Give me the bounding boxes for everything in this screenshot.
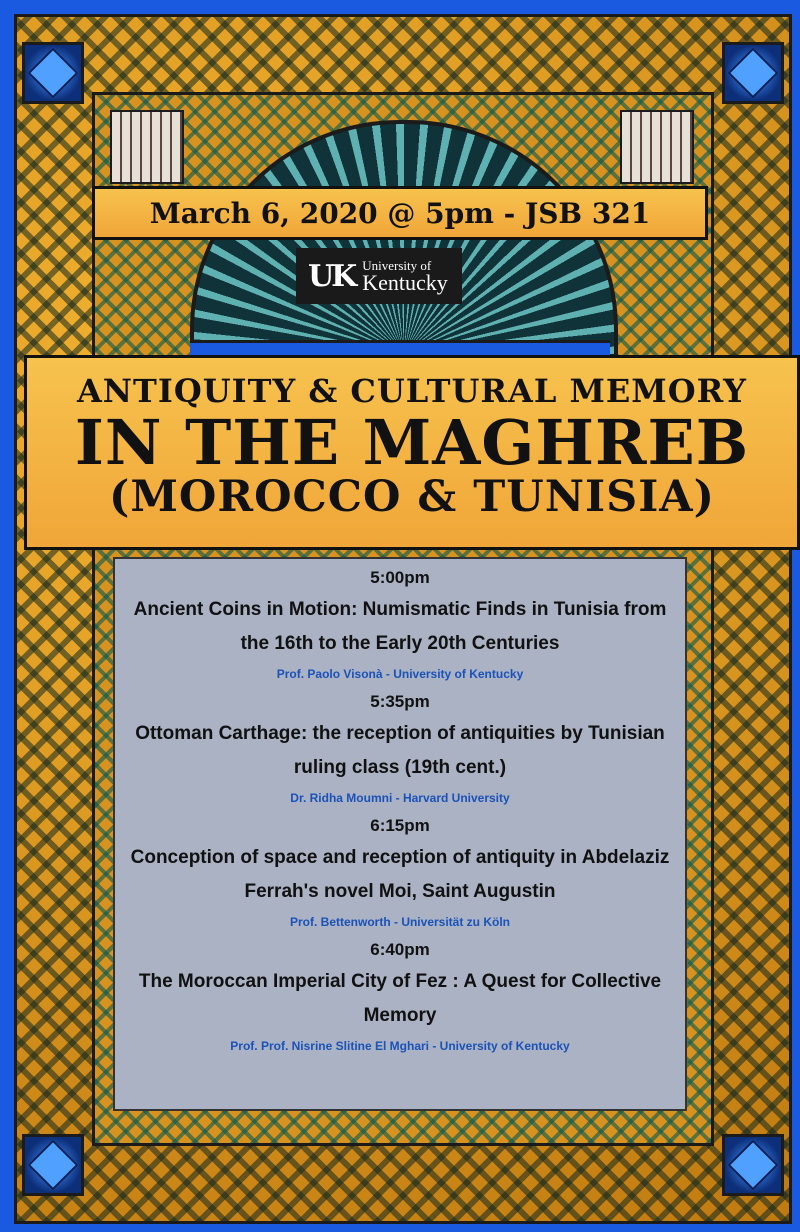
schedule-item — [115, 811, 685, 935]
slot-time: 6:40pm — [370, 940, 430, 959]
lattice-tile — [620, 110, 694, 184]
date-banner — [92, 186, 708, 240]
schedule-panel — [113, 557, 687, 1111]
slot-time: 5:00pm — [370, 568, 430, 587]
title-banner — [24, 355, 800, 550]
title-line-1: ANTIQUITY & CULTURAL MEMORY — [76, 372, 748, 410]
date-text: March 6, 2020 @ 5pm - JSB 321 — [149, 196, 651, 230]
title-line-3: (MOROCCO & TUNISIA) — [108, 472, 716, 522]
slot-speaker: Prof. Paolo Visonà - University of Kentucky — [276, 667, 524, 681]
slot-title: Conception of space and reception of antiquity in Abdelaziz Ferrah's novel Moi, Saint Augustin — [130, 847, 670, 902]
uk-logo-mark: UK — [308, 258, 355, 294]
slot-time: 5:35pm — [370, 692, 430, 711]
slot-speaker: Dr. Ridha Moumni - Harvard University — [290, 791, 510, 805]
slot-title: The Moroccan Imperial City of Fez : A Quest for Collective Memory — [138, 971, 662, 1026]
schedule-item — [115, 563, 685, 687]
corner-star-ornament — [722, 1134, 784, 1196]
logo-line2: Kentucky — [362, 269, 448, 295]
slot-speaker: Prof. Bettenworth - Universität zu Köln — [289, 915, 510, 929]
schedule-item — [115, 935, 685, 1059]
corner-star-ornament — [722, 42, 784, 104]
corner-star-ornament — [22, 1134, 84, 1196]
uk-logo-wordmark — [362, 259, 448, 294]
logo-line1: University of — [362, 257, 432, 273]
slot-speaker: Prof. Prof. Nisrine Slitine El Mghari - University of Kentucky — [230, 1039, 570, 1053]
slot-title: Ancient Coins in Motion: Numismatic Finds in Tunisia from the 16th to the Early 20th Centuries — [133, 599, 667, 654]
slot-title: Ottoman Carthage: the reception of antiquities by Tunisian ruling class (19th cent.) — [135, 723, 665, 778]
title-line-2: IN THE MAGHREB — [74, 406, 750, 479]
slot-time: 6:15pm — [370, 816, 430, 835]
lattice-tile — [110, 110, 184, 184]
schedule-item — [115, 687, 685, 811]
university-logo — [296, 248, 462, 304]
corner-star-ornament — [22, 42, 84, 104]
